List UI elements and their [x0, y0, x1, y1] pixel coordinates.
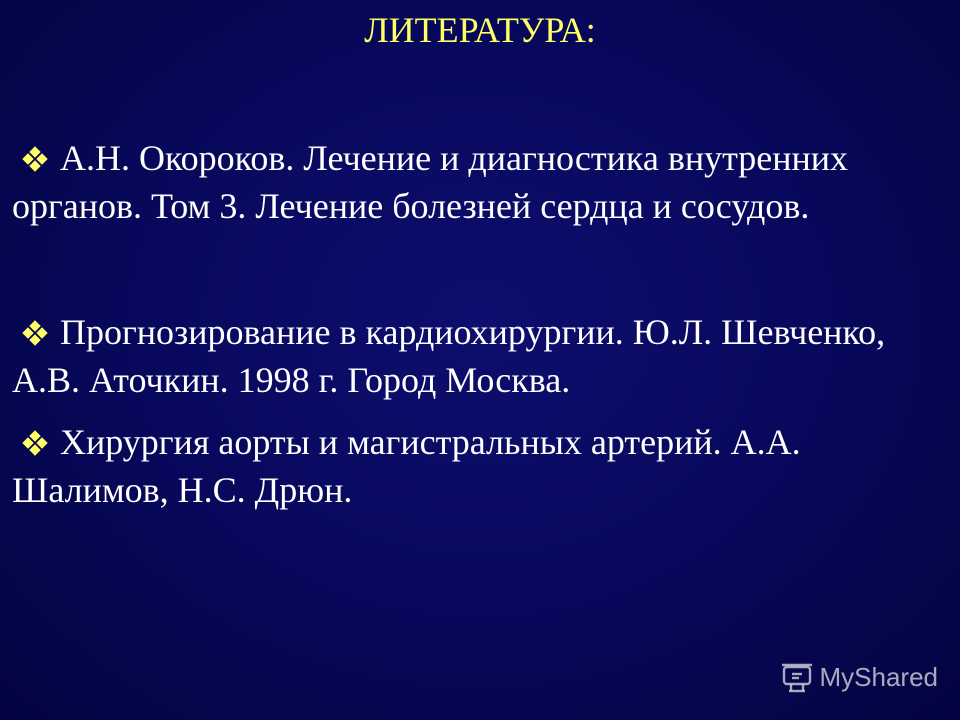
reference-text: Хирургия аорты и магистральных артерий. А.А. Шалимов, Н.С. Дрюн.: [12, 422, 801, 510]
reference-text: А.Н. Окороков. Лечение и диагностика внутренних органов. Том 3. Лечение болезней сердца и сосудов.: [12, 138, 849, 226]
reference-item: [12, 418, 948, 514]
diamond-bullet-icon: [18, 146, 52, 172]
slide-title: ЛИТЕРАТУРА:: [364, 10, 596, 50]
diamond-bullet-icon: [18, 320, 52, 346]
reference-text: Прогнозирование в кардиохирургии. Ю.Л. Шевченко, А.В. Аточкин. 1998 г. Город Москва.: [12, 312, 886, 400]
watermark: [780, 660, 939, 694]
watermark-text: MyShared: [819, 661, 938, 692]
diamond-bullet-icon: [18, 430, 52, 456]
reference-item: [12, 308, 948, 404]
mysahred-logo-icon: [780, 660, 814, 694]
reference-item: [12, 134, 948, 230]
